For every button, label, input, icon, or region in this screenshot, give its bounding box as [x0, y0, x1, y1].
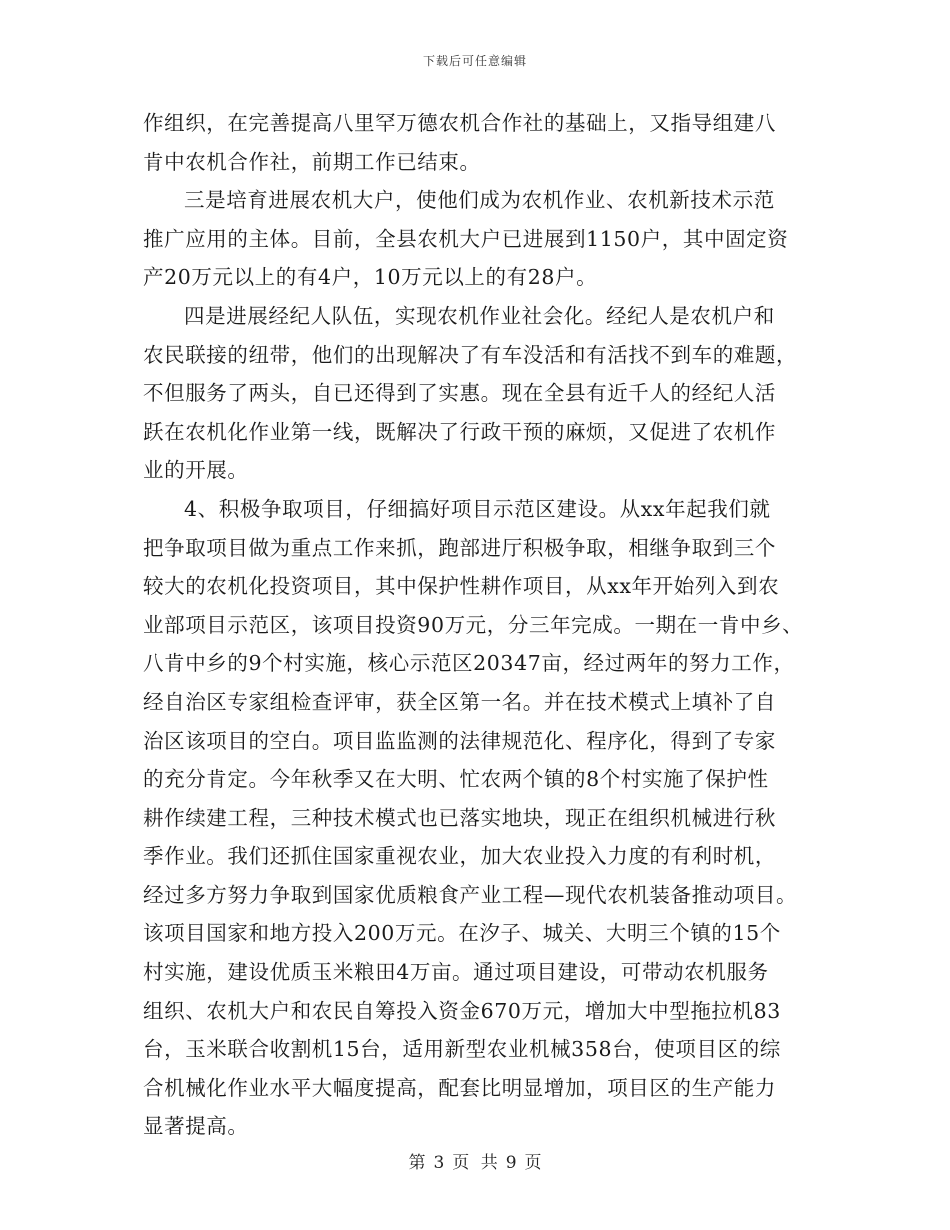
page-number-prefix: 第 — [408, 1153, 426, 1173]
page-number-suffix: 页 — [524, 1153, 542, 1173]
page-number-middle: 页 共 — [452, 1153, 498, 1173]
current-page-number: 3 — [433, 1153, 445, 1173]
text-line: 跃在农机化作业第一线，既解决了行政干预的麻烦，又促进了农机作 — [143, 419, 776, 444]
page-header: 下载后可任意编辑 — [422, 54, 527, 68]
text-line: 组织、农机大户和农民自筹投入资金670万元，增加大中型拖拉机83 — [143, 998, 781, 1023]
text-line: 不但服务了两头，自已还得到了实惠。现在全县有近千人的经纪人活 — [143, 381, 776, 406]
page-footer — [0, 1148, 950, 1173]
text-line: 该项目国家和地方投入200万元。在汐子、城关、大明三个镇的15个 — [143, 921, 781, 946]
text-line: 的充分肯定。今年秋季又在大明、忙农两个镇的8个村实施了保护性 — [143, 767, 769, 792]
text-line: 三是培育进展农机大户，使他们成为农机作业、农机新技术示范 — [184, 188, 775, 213]
text-line: 业的开展。 — [143, 458, 249, 483]
text-line: 耕作续建工程，三种技术模式也已落实地块，现正在组织机械进行秋 — [143, 805, 776, 830]
text-line: 把争取项目做为重点工作来抓，跑部进厅积极争取，相继争取到三个 — [143, 535, 776, 560]
text-line: 四是进展经纪人队伍，实现农机作业社会化。经纪人是农机户和 — [184, 303, 775, 328]
text-line: 业部项目示范区，该项目投资90万元，分三年完成。一期在一肯中乡、 — [143, 612, 804, 637]
text-line: 经自治区专家组检查评审，获全区第一名。并在技术模式上填补了自 — [143, 689, 776, 714]
text-line: 作组织，在完善提高八里罕万德农机合作社的基础上，又指导组建八 — [143, 111, 776, 135]
text-line: 推广应用的主体。目前，全县农机大户已进展到1150户，其中固定资 — [143, 226, 789, 251]
text-line: 治区该项目的空白。项目监监测的法律规范化、程序化，得到了专家 — [143, 728, 776, 753]
text-line: 产20万元以上的有4户，10万元以上的有28户。 — [143, 265, 598, 290]
text-line: 肯中农机合作社，前期工作已结束。 — [143, 149, 481, 174]
text-line: 合机械化作业水平大幅度提高，配套比明显增加，项目区的生产能力 — [143, 1075, 776, 1100]
text-line: 显著提高。 — [143, 1114, 249, 1139]
document-body — [143, 104, 803, 1146]
text-line: 八肯中乡的9个村实施，核心示范区20347亩，经过两年的努力工作， — [143, 651, 795, 676]
text-line: 较大的农机化投资项目，其中保护性耕作项目，从xx年开始列入到农 — [143, 574, 780, 599]
text-line: 4、积极争取项目，仔细搞好项目示范区建设。从xx年起我们就 — [184, 496, 771, 521]
text-line: 台，玉米联合收割机15台，适用新型农业机械358台，使项目区的综 — [143, 1037, 781, 1062]
text-line: 季作业。我们还抓住国家重视农业，加大农业投入力度的有利时机， — [143, 844, 776, 869]
text-line: 村实施，建设优质玉米粮田4万亩。通过项目建设，可带动农机服务 — [143, 960, 769, 985]
text-line: 农民联接的纽带，他们的出现解决了有车没活和有活找不到车的难题， — [143, 342, 798, 367]
text-line: 经过多方努力争取到国家优质粮食产业工程—现代农机装备推动项目。 — [143, 882, 798, 907]
total-pages-number: 9 — [505, 1153, 517, 1173]
